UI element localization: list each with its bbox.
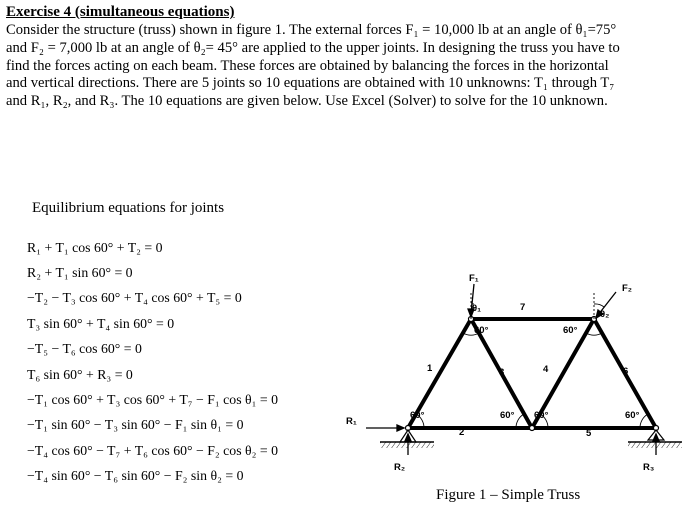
angle-label: 60° <box>563 325 578 336</box>
angle-label: 60° <box>534 410 549 421</box>
equation: R₁ + T₁ cos 60° + T₂ = 0 <box>27 240 163 255</box>
statement-line: and vertical directions. There are 5 joints so 10 equations are obtained with 10 unknowns: T₁ through T₇ <box>6 75 615 92</box>
member-label: 2 <box>459 427 465 438</box>
force-f1-label: F₁ <box>469 273 479 284</box>
statement-line: find the forces acting on each beam. These forces are obtained by balancing the forces in the horizontal <box>6 57 609 74</box>
theta1-label: θ₁ <box>472 303 482 314</box>
statement-line: and F₂ = 7,000 lb at an angle of θ₂= 45° are applied to the upper joints. In designing the truss you have to <box>6 39 620 56</box>
equation: R₂ + T₁ sin 60° = 0 <box>27 265 133 280</box>
member-label: 3 <box>499 367 505 378</box>
angle-label: 60° <box>625 410 640 421</box>
equations-heading: Equilibrium equations for joints <box>32 200 225 216</box>
equation: −T₁ sin 60° − T₃ sin 60° − F₁ sin θ₁ = 0 <box>27 417 244 432</box>
equation: −T₄ sin 60° − T₆ sin 60° − F₂ sin θ₂ = 0 <box>27 468 244 483</box>
force-f2-label: F₂ <box>622 283 633 294</box>
equation: −T₂ − T₃ cos 60° + T₄ cos 60° + T₅ = 0 <box>27 290 242 305</box>
member-label: 7 <box>520 302 526 313</box>
angle-arcs <box>416 333 648 428</box>
truss-members <box>408 319 656 428</box>
theta2-label: θ₂ <box>600 309 610 320</box>
equation: −T₄ cos 60° − T₇ + T₆ cos 60° − F₂ cos θ₂ = 0 <box>27 443 279 458</box>
reaction-r1-label: R₁ <box>346 416 357 427</box>
angle-label: 60° <box>500 410 515 421</box>
member-label: 4 <box>543 364 549 375</box>
member-label: 6 <box>623 366 629 377</box>
reaction-r2-label: R₂ <box>394 462 406 473</box>
truss-diagram <box>336 270 696 485</box>
truss-joints <box>406 317 659 431</box>
statement-line: Consider the structure (truss) shown in figure 1. The external forces F₁ = 10,000 lb at an angle of θ₁=75° <box>6 22 617 38</box>
equation: −T₅ − T₆ cos 60° = 0 <box>27 341 142 356</box>
exercise-heading: Exercise 4 (simultaneous equations) <box>6 4 235 20</box>
member-label: 1 <box>427 363 433 374</box>
equation: T₆ sin 60° + R₃ = 0 <box>27 367 133 382</box>
member-label: 5 <box>586 428 592 439</box>
equation: −T₁ cos 60° + T₃ cos 60° + T₇ − F₁ cos θ₁ = 0 <box>27 392 279 407</box>
angle-label: 60° <box>474 325 489 336</box>
figure-caption: Figure 1 – Simple Truss <box>436 487 581 503</box>
reaction-r3-label: R₃ <box>643 462 655 473</box>
problem-statement <box>6 22 696 111</box>
equation: T₃ sin 60° + T₄ sin 60° = 0 <box>27 316 175 331</box>
angle-label: 60° <box>410 410 425 421</box>
statement-line: and R₁, R₂, and R₃. The 10 equations are given below. Use Excel (Solver) to solve for the 10 unknown. <box>6 93 608 110</box>
